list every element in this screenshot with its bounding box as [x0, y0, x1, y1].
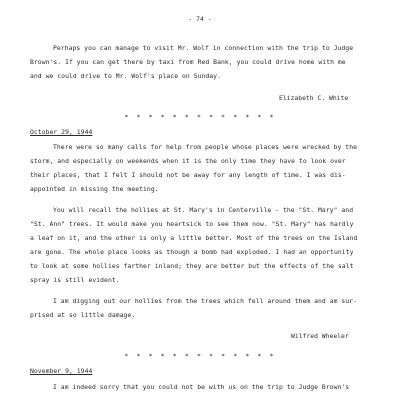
- paragraph-line: There were so many calls for help from people whose places were wrecked by the: [53, 143, 358, 151]
- paragraph-line: You will recall the hollies at St. Mary's in Centerville - the "St. Mary" and: [53, 206, 354, 214]
- paragraph-line: a leaf on it, and the other is only a little better. Most of the trees on the Island: [30, 234, 358, 242]
- paragraph-line: to look at some hollies farther inland; they are better but the effects of the salt: [30, 262, 354, 270]
- paragraph-line: Perhaps you can manage to visit Mr. Wolf in connection with the trip to Judge: [53, 44, 354, 52]
- separator: * * * * * * * * * * * * *: [124, 352, 276, 360]
- paragraph-line: Brown's. If you can get there by taxi from Red Bank, you could drive home with me: [30, 58, 346, 66]
- paragraph-line: "St. Ann" trees. It would make you heartsick to see them now. "St. Mary" has hardly: [30, 220, 354, 228]
- paragraph-line: prised at so little damage.: [30, 311, 136, 319]
- entry-date: November 9, 1944: [30, 367, 93, 375]
- paragraph-line: appointed in missing the meeting.: [30, 185, 159, 193]
- entry-date: October 29, 1944: [30, 128, 93, 136]
- paragraph-line: spray is still evident.: [30, 276, 120, 284]
- paragraph-line: I am indeed sorry that you could not be with us on the trip to Judge Brown's: [53, 383, 350, 391]
- paragraph-line: I am digging out our hollies from the trees which fell around them and am sur-: [53, 297, 358, 305]
- signature: Wilfred Wheeler: [291, 332, 349, 340]
- paragraph-line: are gone. The whole place looks as though a bomb had exploded. I had an opportunity: [30, 248, 354, 256]
- page-number: - 74 -: [188, 15, 212, 23]
- paragraph-line: their places, that I felt I should not be away for any length of time. I was dis-: [30, 171, 346, 179]
- paragraph-line: storm, and especially on weekends when it is the only time they have to look over: [30, 157, 346, 165]
- separator: * * * * * * * * * * * * *: [124, 113, 276, 121]
- signature: Elizabeth C. White: [279, 94, 349, 102]
- paragraph-line: and we could drive to Mr. Wolf's place on Sunday.: [30, 72, 221, 80]
